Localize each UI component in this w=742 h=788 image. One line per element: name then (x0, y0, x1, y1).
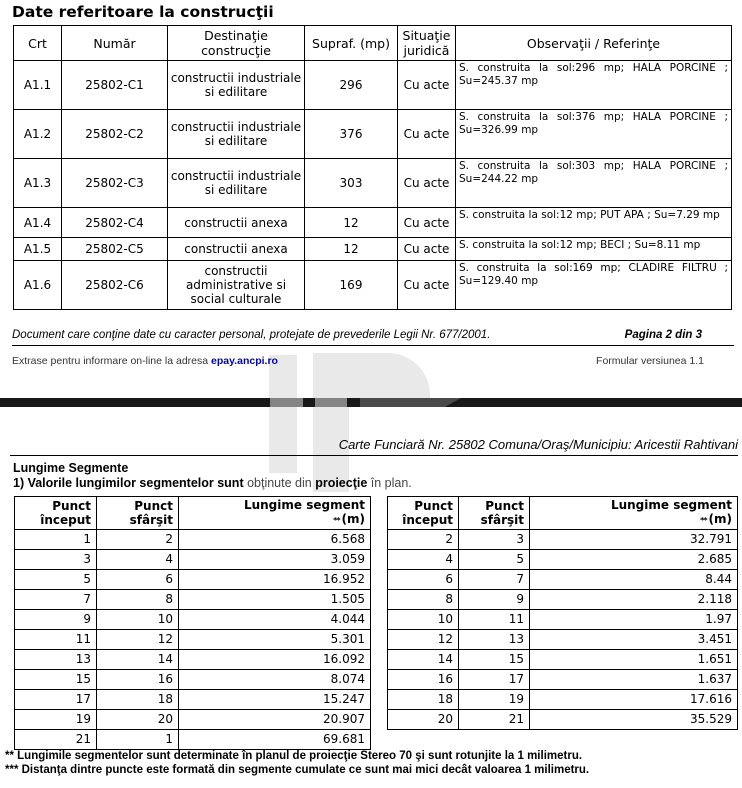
cell-punct-inceput: 5 (15, 570, 97, 590)
cell-lungime: 1.651 (530, 650, 738, 670)
subtitle-part: în plan. (370, 476, 412, 490)
cell-lungime: 4.044 (179, 610, 371, 630)
cell-lungime: 8.074 (179, 670, 371, 690)
segments-table-right (387, 496, 738, 730)
cell-observatii: S. construita la sol:303 mp; HALA PORCINE ; Su=244.22 mp (456, 159, 732, 208)
lungime-segmente-heading: Lungime Segmente (13, 461, 129, 475)
cell-supraf: 296 (305, 61, 398, 110)
segments-subtitle (13, 476, 412, 490)
form-version: Formular versiunea 1.1 (596, 355, 704, 367)
segments-left-body (15, 530, 371, 750)
cell-punct-inceput: 20 (388, 710, 459, 730)
header-line: Punct (414, 499, 453, 513)
cell-lungime: 2.118 (530, 590, 738, 610)
cell-lungime: 1.505 (179, 590, 371, 610)
cell-punct-sfarsit: 4 (97, 550, 179, 570)
segment-row (15, 670, 371, 690)
cell-punct-sfarsit: 12 (97, 630, 179, 650)
cell-punct-inceput: 3 (15, 550, 97, 570)
divider-bar (0, 398, 742, 407)
subtitle-part: proiecţie (315, 476, 371, 490)
header-lungime-segment (179, 497, 371, 530)
segment-row (15, 650, 371, 670)
cell-supraf: 12 (305, 208, 398, 238)
cell-crt: A1.4 (14, 208, 62, 238)
cell-lungime: 2.685 (530, 550, 738, 570)
cell-observatii: S. construita la sol:12 mp; BECI ; Su=8.11 mp (456, 238, 732, 261)
cell-lungime: 32.791 (530, 530, 738, 550)
cell-crt: A1.3 (14, 159, 62, 208)
segments-table-left (14, 496, 371, 750)
cell-punct-inceput: 4 (388, 550, 459, 570)
cell-punct-sfarsit: 14 (97, 650, 179, 670)
segment-row (388, 710, 738, 730)
cell-lungime: 15.247 (179, 690, 371, 710)
cell-punct-inceput: 9 (15, 610, 97, 630)
cell-punct-inceput: 13 (15, 650, 97, 670)
cell-numar: 25802-C1 (62, 61, 168, 110)
constructions-header-cell: Crt (14, 26, 62, 61)
segments-right-body (388, 530, 738, 730)
cell-lungime: 20.907 (179, 710, 371, 730)
cell-supraf: 169 (305, 261, 398, 310)
cell-lungime: 5.301 (179, 630, 371, 650)
footer-privacy-row (12, 329, 734, 346)
cell-numar: 25802-C6 (62, 261, 168, 310)
cell-punct-sfarsit: 6 (97, 570, 179, 590)
cell-punct-sfarsit: 16 (97, 670, 179, 690)
segment-row (388, 610, 738, 630)
cell-numar: 25802-C4 (62, 208, 168, 238)
cell-numar: 25802-C5 (62, 238, 168, 261)
cell-punct-inceput: 21 (15, 730, 97, 750)
cell-punct-sfarsit: 13 (459, 630, 530, 650)
cell-supraf: 303 (305, 159, 398, 208)
segment-row (388, 590, 738, 610)
cell-punct-sfarsit: 11 (459, 610, 530, 630)
header-lungime-segment (530, 497, 738, 530)
constructions-header-cell: Destinaţie construcţie (168, 26, 305, 61)
construction-row (14, 261, 732, 310)
cell-lungime: 69.681 (179, 730, 371, 750)
cell-lungime: 3.451 (530, 630, 738, 650)
cell-lungime: 3.059 (179, 550, 371, 570)
divider-watermark-overlap (270, 398, 303, 407)
segment-row (15, 690, 371, 710)
cell-supraf: 12 (305, 238, 398, 261)
page-title: Date referitoare la construcţii (12, 3, 274, 21)
cell-supraf: 376 (305, 110, 398, 159)
cell-destinatie: constructii anexa (168, 208, 305, 238)
cell-punct-sfarsit: 20 (97, 710, 179, 730)
extract-note (12, 355, 278, 367)
segment-row (15, 590, 371, 610)
header-line: sfârşit (129, 513, 173, 527)
footnote-segment-lengths: ** Lungimile segmentelor sunt determinate în planul de proiecţie Stereo 70 şi sunt rotunjite la 1 milimetru. (5, 750, 583, 762)
cell-punct-inceput: 11 (15, 630, 97, 650)
carte-funciara-header: Carte Funciară Nr. 25802 Comuna/Oraş/Municipiu: Aricestii Rahtivani (10, 437, 738, 456)
cell-lungime: 1.97 (530, 610, 738, 630)
constructions-header-cell: Număr (62, 26, 168, 61)
cell-destinatie: constructii administrative si social culturale (168, 261, 305, 310)
cell-situatie: Cu acte (398, 159, 456, 208)
cell-situatie: Cu acte (398, 208, 456, 238)
cell-crt: A1.6 (14, 261, 62, 310)
cell-crt: A1.1 (14, 61, 62, 110)
cell-punct-sfarsit: 19 (459, 690, 530, 710)
segments-left-header-row (15, 497, 371, 530)
segment-row (15, 710, 371, 730)
segment-row (388, 630, 738, 650)
cell-punct-sfarsit: 17 (459, 670, 530, 690)
cell-situatie: Cu acte (398, 261, 456, 310)
cell-situatie: Cu acte (398, 110, 456, 159)
header-line: Lungime segment (610, 498, 732, 512)
constructions-table-body (14, 61, 732, 310)
constructions-header-cell: Situaţie juridică (398, 26, 456, 61)
segment-row (388, 530, 738, 550)
cell-lungime: 8.44 (530, 570, 738, 590)
header-unit-line (333, 512, 365, 526)
cell-punct-sfarsit: 8 (97, 590, 179, 610)
cell-lungime: 35.529 (530, 710, 738, 730)
cell-punct-sfarsit: 2 (97, 530, 179, 550)
segment-row (388, 670, 738, 690)
cell-punct-sfarsit: 18 (97, 690, 179, 710)
subtitle-part: obţinute din (247, 476, 316, 490)
cell-situatie: Cu acte (398, 61, 456, 110)
cell-punct-inceput: 10 (388, 610, 459, 630)
cell-destinatie: constructii industriale si edilitare (168, 61, 305, 110)
header-punct-sfarsit (459, 497, 530, 530)
cell-observatii: S. construita la sol:169 mp; CLADIRE FILTRU ; Su=129.40 mp (456, 261, 732, 310)
footnote-marker: ** (700, 516, 707, 525)
divider-black-chunk (303, 398, 315, 407)
cell-punct-sfarsit: 1 (97, 730, 179, 750)
footer-extras-row (12, 355, 734, 367)
extract-note-text: Extrase pentru informare on-line la adresa (12, 355, 209, 367)
cell-punct-sfarsit: 9 (459, 590, 530, 610)
segment-row (15, 570, 371, 590)
construction-row (14, 208, 732, 238)
header-punct-sfarsit (97, 497, 179, 530)
cell-destinatie: constructii anexa (168, 238, 305, 261)
cell-punct-inceput: 18 (388, 690, 459, 710)
cell-punct-inceput: 2 (388, 530, 459, 550)
construction-row (14, 110, 732, 159)
cell-punct-inceput: 19 (15, 710, 97, 730)
cell-punct-inceput: 14 (388, 650, 459, 670)
divider-watermark-overlap (315, 398, 347, 407)
segment-row (388, 650, 738, 670)
segment-row (15, 530, 371, 550)
cell-punct-sfarsit: 15 (459, 650, 530, 670)
footnote-marker: ** (333, 516, 340, 525)
header-line: Lungime segment (243, 498, 365, 512)
cell-punct-inceput: 8 (388, 590, 459, 610)
header-line: început (402, 513, 453, 527)
page-indicator: Pagina 2 din 3 (624, 329, 702, 341)
constructions-header-cell: Observaţii / Referinţe (456, 26, 732, 61)
cell-lungime: 16.952 (179, 570, 371, 590)
header-line: sfârşit (480, 513, 524, 527)
constructions-header-row (14, 26, 732, 61)
header-punct-inceput (388, 497, 459, 530)
cell-numar: 25802-C3 (62, 159, 168, 208)
constructions-header-cell: Supraf. (mp) (305, 26, 398, 61)
cell-punct-inceput: 7 (15, 590, 97, 610)
cell-punct-sfarsit: 21 (459, 710, 530, 730)
unit-label: (m) (341, 512, 365, 526)
construction-row (14, 159, 732, 208)
header-line: început (40, 513, 91, 527)
constructions-table (13, 25, 732, 310)
header-punct-inceput (15, 497, 97, 530)
segment-row (15, 730, 371, 750)
cell-destinatie: constructii industriale si edilitare (168, 159, 305, 208)
cell-lungime: 16.092 (179, 650, 371, 670)
segment-row (388, 550, 738, 570)
header-line: Punct (52, 499, 91, 513)
cell-punct-inceput: 17 (15, 690, 97, 710)
cell-punct-sfarsit: 10 (97, 610, 179, 630)
segment-row (15, 610, 371, 630)
cell-observatii: S. construita la sol:296 mp; HALA PORCINE ; Su=245.37 mp (456, 61, 732, 110)
cell-lungime: 6.568 (179, 530, 371, 550)
header-unit-line (700, 512, 732, 526)
cell-punct-inceput: 16 (388, 670, 459, 690)
segment-row (388, 570, 738, 590)
cell-punct-inceput: 15 (15, 670, 97, 690)
cell-destinatie: constructii industriale si edilitare (168, 110, 305, 159)
cell-punct-inceput: 1 (15, 530, 97, 550)
cell-observatii: S. construita la sol:376 mp; HALA PORCINE ; Su=326.99 mp (456, 110, 732, 159)
cell-punct-inceput: 6 (388, 570, 459, 590)
construction-row (14, 61, 732, 110)
privacy-note: Document care conţine date cu caracter personal, protejate de prevederile Legii Nr. 677/2001. (12, 329, 491, 341)
cell-situatie: Cu acte (398, 238, 456, 261)
header-line: Punct (485, 499, 524, 513)
header-line: Punct (134, 499, 173, 513)
cell-punct-inceput: 12 (388, 630, 459, 650)
segment-row (15, 550, 371, 570)
cell-lungime: 1.637 (530, 670, 738, 690)
cell-crt: A1.5 (14, 238, 62, 261)
construction-row (14, 238, 732, 261)
epay-link[interactable]: epay.ancpi.ro (211, 355, 278, 367)
segments-right-header-row (388, 497, 738, 530)
cell-punct-sfarsit: 7 (459, 570, 530, 590)
divider-black-chunk (347, 398, 360, 407)
cell-observatii: S. construita la sol:12 mp; PUT APA ; Su=7.29 mp (456, 208, 732, 238)
cell-punct-sfarsit: 3 (459, 530, 530, 550)
cell-lungime: 17.616 (530, 690, 738, 710)
subtitle-part: 1) Valorile lungimilor segmentelor sunt (13, 476, 248, 490)
cell-numar: 25802-C2 (62, 110, 168, 159)
unit-label: (m) (708, 512, 732, 526)
segment-row (388, 690, 738, 710)
segment-row (15, 630, 371, 650)
footnote-distance: *** Distanţa dintre puncte este formată din segmente cumulate ce sunt mai mici decât valoarea 1 milimetru. (5, 764, 590, 776)
cell-crt: A1.2 (14, 110, 62, 159)
cell-punct-sfarsit: 5 (459, 550, 530, 570)
